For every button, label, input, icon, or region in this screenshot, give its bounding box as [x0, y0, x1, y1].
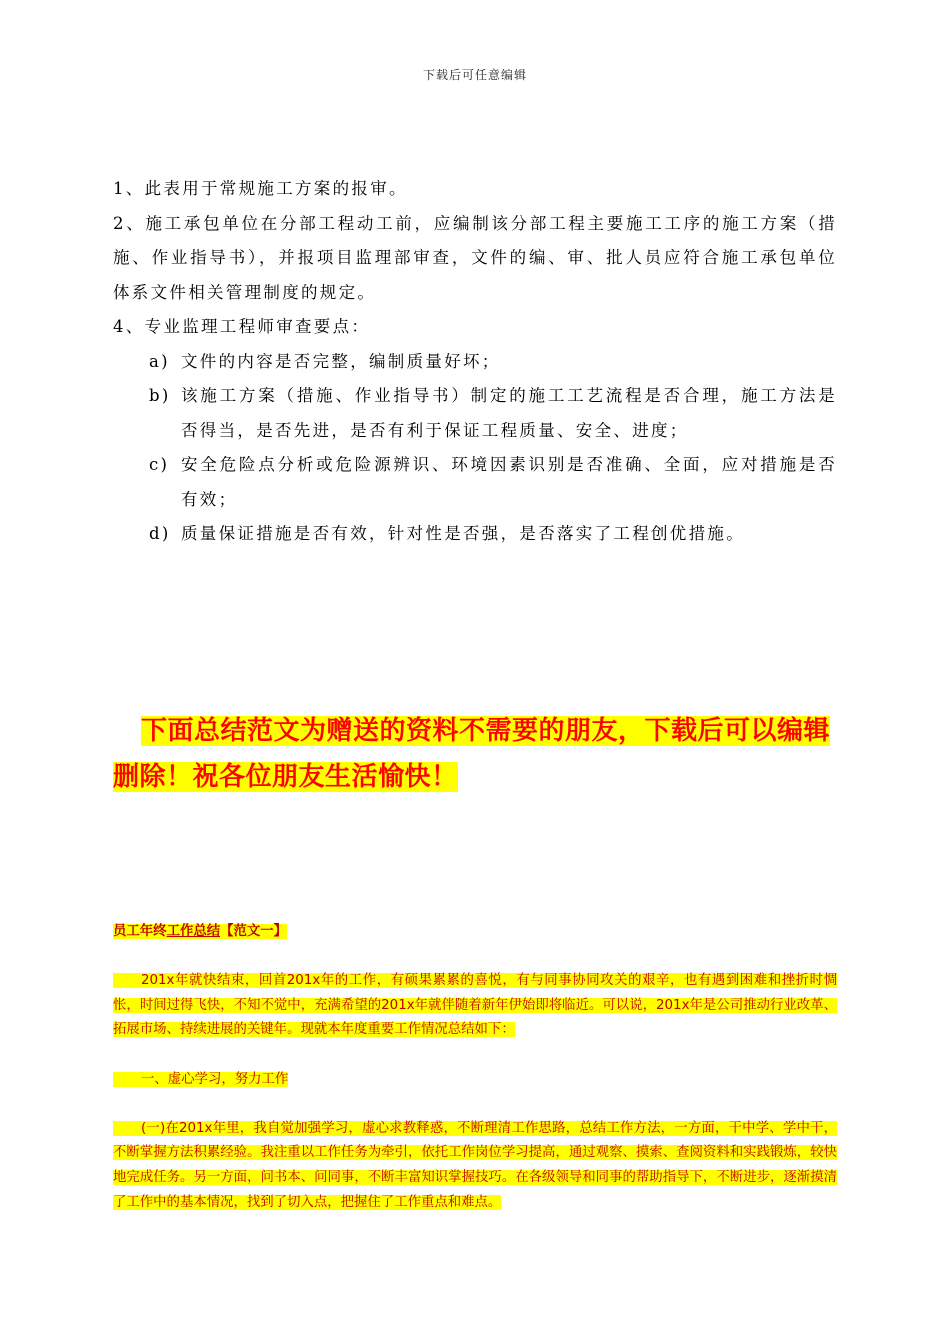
- review-point-text: 质量保证措施是否有效，针对性是否强，是否落实了工程创优措施。: [181, 524, 745, 543]
- summary-title-suffix: 【范文一】: [220, 924, 288, 939]
- summary-title-link[interactable]: 工作总结: [166, 924, 221, 939]
- summary-title: [113, 920, 837, 945]
- review-point-marker: a): [149, 351, 170, 371]
- summary-paragraph-1: [113, 969, 837, 1043]
- summary-paragraph-2-text: (一)在201x年里，我自觉加强学习，虚心求教释惑，不断理清工作思路，总结工作方法，一方面，干中学、学中干，不断掌握方法积累经验。我注重以工作任务为牵引，依托工作岗位学习提高，通过观察、摸索、查阅资料和实践锻炼，较快地完成任务。另一方面，问书本、问同事，不断丰富知识掌握技巧。在各级领导和同事的帮助指导下，不断进步，逐渐摸清了工作中的基本情况，找到了切入点，把握住了工作重点和难点。: [113, 1120, 837, 1210]
- summary-heading-1-text: 一、虚心学习，努力工作: [141, 1071, 289, 1087]
- review-point-b: [149, 379, 837, 448]
- promo-notice: [113, 708, 837, 800]
- review-point-text: 文件的内容是否完整，编制质量好坏；: [181, 351, 501, 371]
- note-item-1: 1、此表用于常规施工方案的报审。: [113, 179, 408, 198]
- review-point-c: [149, 448, 837, 517]
- header-note: 下载后可任意编辑: [422, 68, 527, 82]
- review-point-a: [149, 345, 837, 380]
- note-item-4: 4、专业监理工程师审查要点：: [113, 317, 371, 336]
- summary-section: [113, 920, 837, 1215]
- review-point-marker: d): [149, 524, 171, 543]
- summary-title-prefix: 员工年终: [113, 924, 167, 939]
- notes-section: [113, 172, 837, 552]
- promo-text: 下面总结范文为赠送的资料不需要的朋友，下载后可以编辑删除！祝各位朋友生活愉快！: [113, 716, 831, 792]
- review-point-d: [149, 517, 837, 552]
- review-point-marker: c): [149, 455, 170, 474]
- summary-paragraph-1-text: 201x年就快结束，回首201x年的工作，有硕果累累的喜悦，有与同事协同攻关的艰辛，也有遇到困难和挫折时惆怅，时间过得飞快，不知不觉中，充满希望的201x年就伴随着新年伊始即将临近。可以说，201x年是公司推动行业改革、拓展市场、持续进展的关键年。现就本年度重要工作情况总结如下：: [113, 973, 837, 1038]
- note-item-2: 2、施工承包单位在分部工程动工前，应编制该分部工程主要施工工序的施工方案（措施、作业指导书），并报项目监理部审查，文件的编、审、批人员应符合施工承包单位体系文件相关管理制度的规定。: [113, 213, 837, 302]
- review-point-marker: b): [149, 386, 171, 405]
- review-point-text: 该施工方案（措施、作业指导书）制定的施工工艺流程是否合理，施工方法是否得当，是否先进，是否有利于保证工程质量、安全、进度；: [181, 386, 837, 440]
- review-point-text: 安全危险点分析或危险源辨识、环境因素识别是否准确、全面，应对措施是否有效；: [181, 455, 837, 509]
- summary-paragraph-2: [113, 1117, 837, 1215]
- summary-heading-1: [113, 1068, 837, 1093]
